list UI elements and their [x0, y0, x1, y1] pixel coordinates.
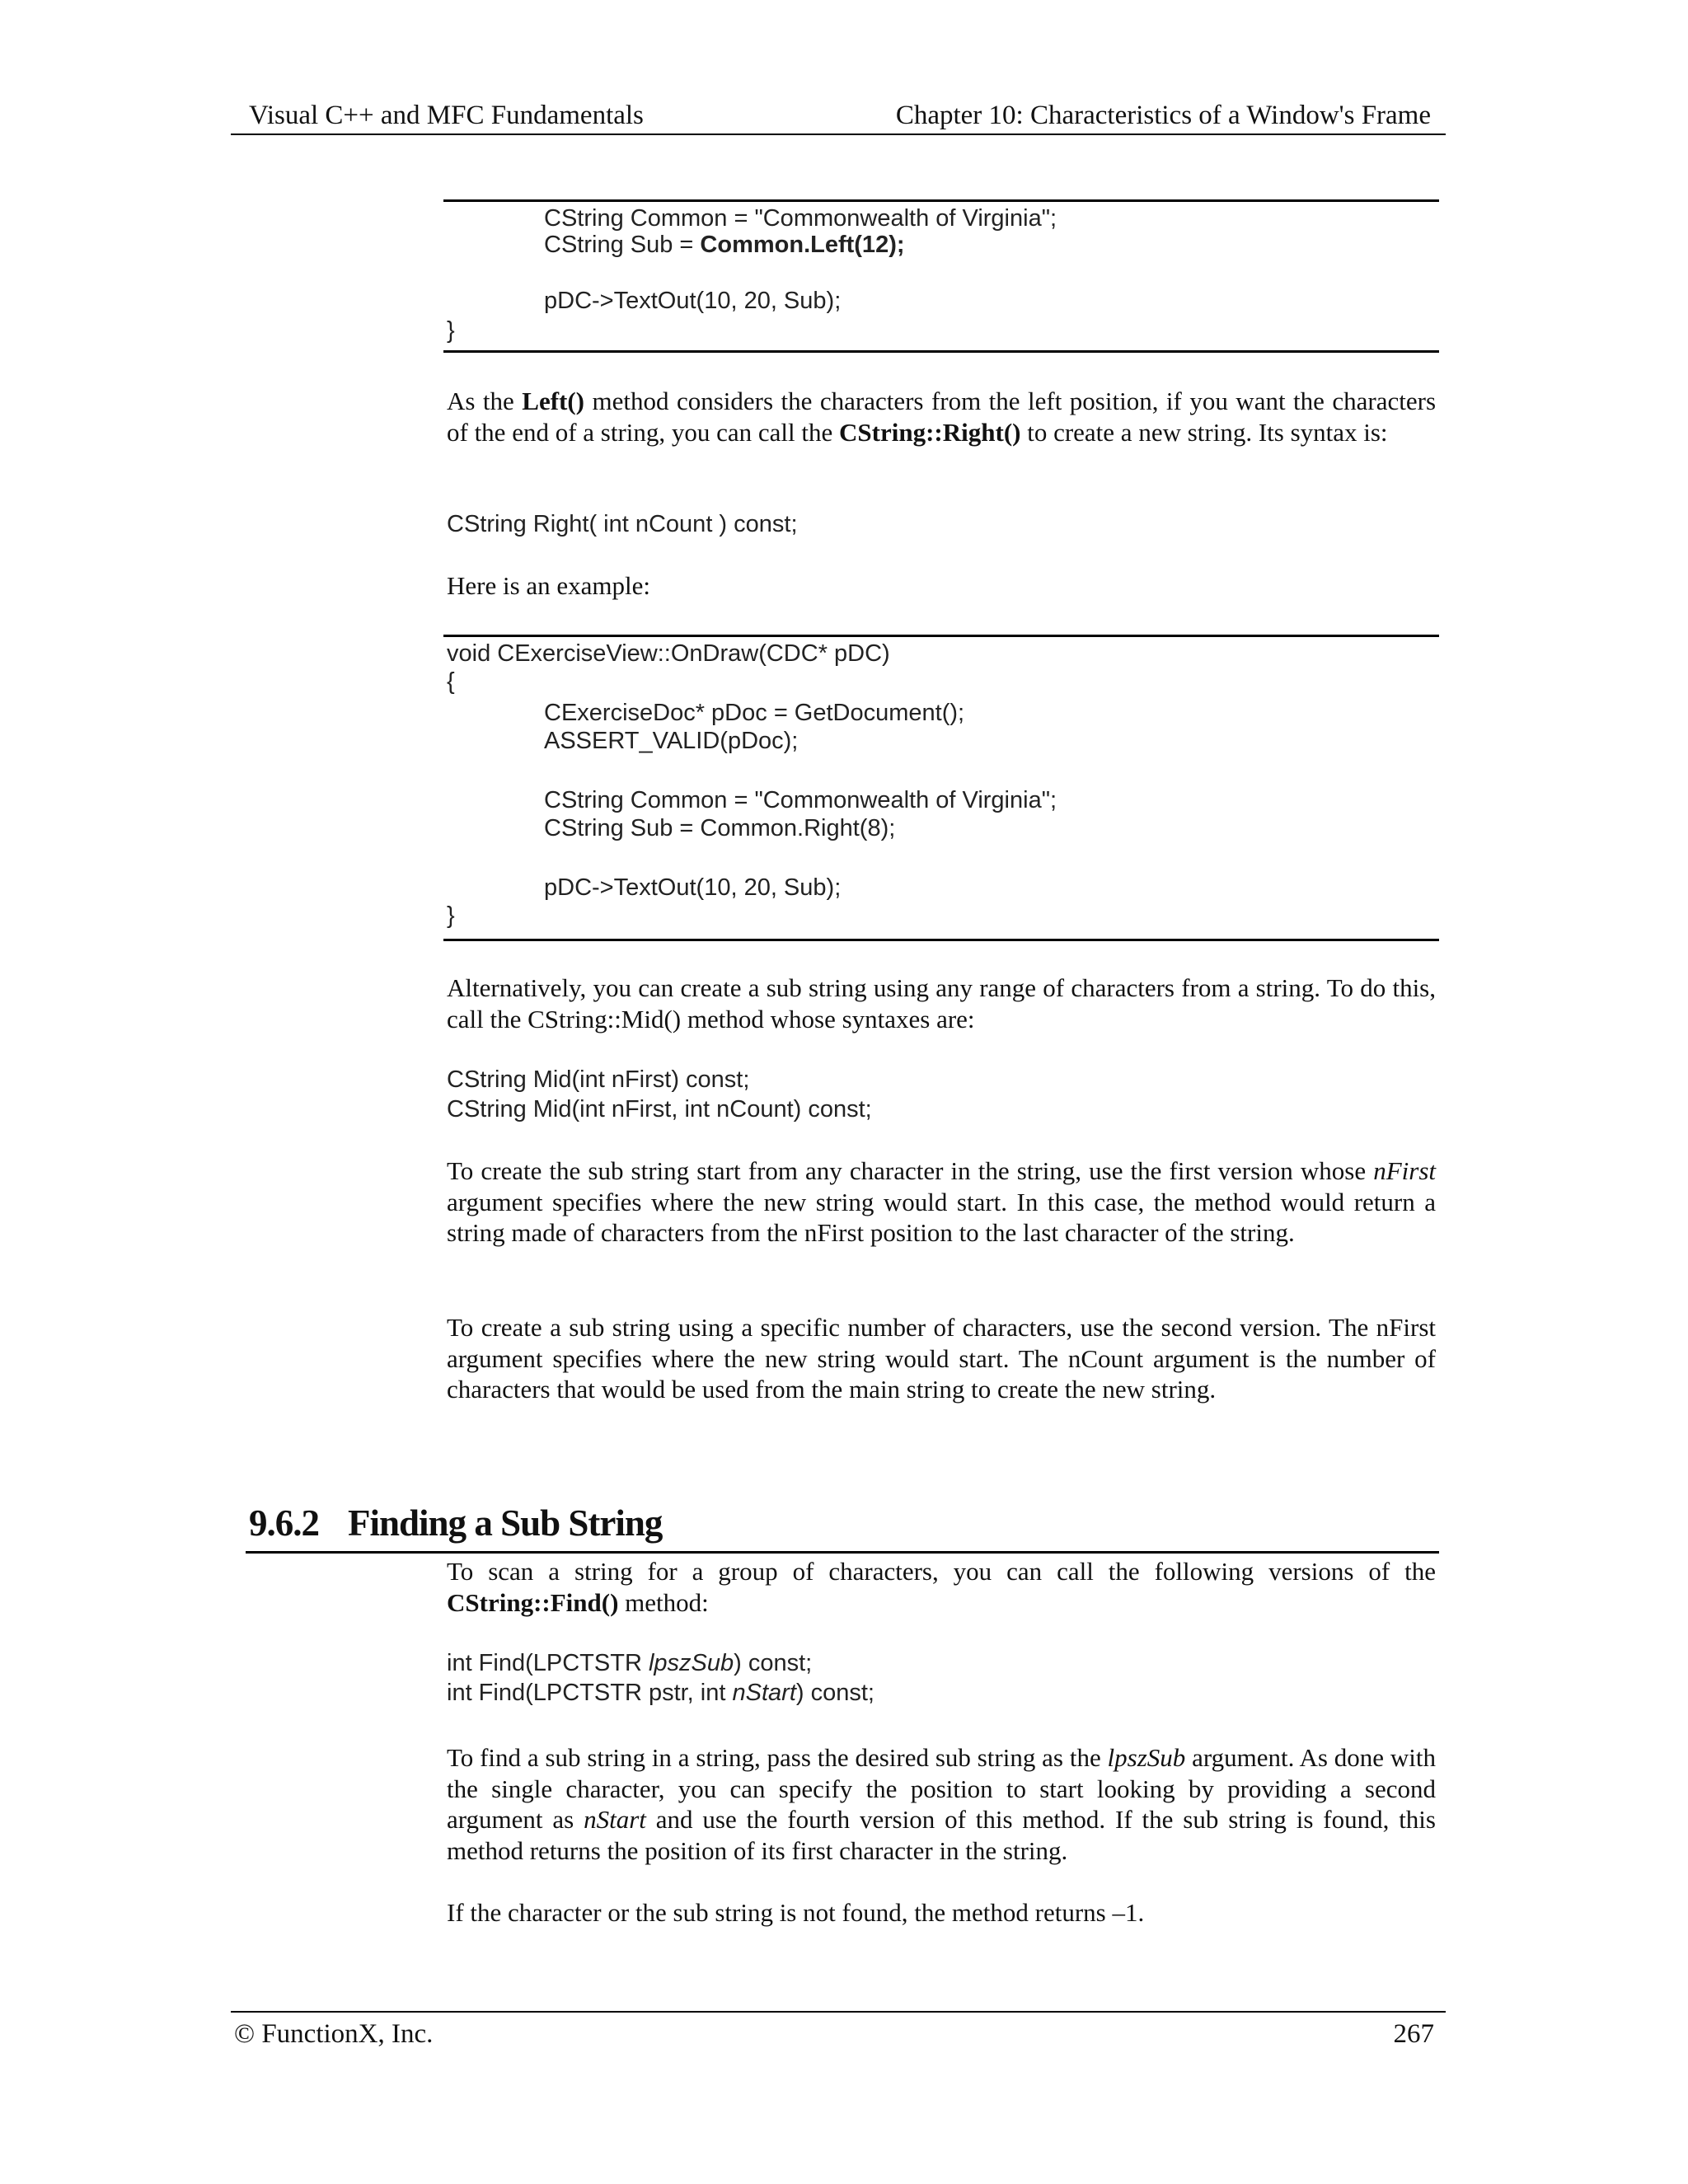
- code-block-left: [443, 199, 1439, 353]
- page-header: [231, 97, 1446, 135]
- code-line: {: [447, 668, 455, 695]
- code-line: pDC->TextOut(10, 20, Sub);: [544, 288, 842, 314]
- section-heading: [246, 1502, 1439, 1554]
- paragraph-right-intro: [447, 386, 1436, 448]
- code-text: CString Sub =: [544, 232, 701, 258]
- bold-text: Left(): [522, 387, 585, 415]
- paragraph-find-details: [447, 1742, 1436, 1866]
- text: ) const;: [795, 1680, 874, 1706]
- text: method considers the characters from the left position, if you want the characters of the end of a string, you can call the: [447, 387, 1437, 447]
- code-line: CString Sub = Common.Right(8);: [544, 815, 896, 841]
- code-line: CExerciseDoc* pDoc = GetDocument();: [544, 700, 965, 726]
- header-chapter-title: Chapter 10: Characteristics of a Window's Frame: [895, 101, 1431, 130]
- code-block-right: [443, 635, 1439, 941]
- text: To scan a string for a group of characters, you can call the following versions of the: [447, 1557, 1436, 1586]
- code-bold-text: Common.Left(12);: [700, 232, 905, 258]
- syntax-mid-2: CString Mid(int nFirst, int nCount) const;: [447, 1096, 872, 1122]
- syntax-mid-1: CString Mid(int nFirst) const;: [447, 1066, 750, 1093]
- footer-copyright: © FunctionX, Inc.: [234, 2019, 434, 2049]
- paragraph-mid-intro: Alternatively, you can create a sub string using any range of characters from a string. To do this, call the CString::Mid() method whose syntaxes are:: [447, 973, 1436, 1033]
- text: method:: [618, 1587, 709, 1617]
- syntax-right: CString Right( int nCount ) const;: [447, 511, 798, 537]
- code-line: }: [447, 317, 455, 344]
- page-footer: [231, 2011, 1446, 2054]
- code-line: CString Common = "Commonwealth of Virginia";: [544, 205, 1057, 232]
- syntax-find-2: [447, 1680, 874, 1707]
- text: to create a new string. Its syntax is:: [1020, 417, 1388, 447]
- text: and use the fourth version of this method. If the sub string is found, this method returns the position of its first character in the string.: [447, 1805, 1436, 1865]
- paragraph-mid-first: [447, 1155, 1436, 1249]
- text: argument. As done with the single character, you can specify the position to start looking by providing a second argument as: [447, 1743, 1437, 1834]
- section-title: Finding a Sub String: [348, 1502, 663, 1544]
- paragraph-find-intro: [447, 1556, 1436, 1618]
- italic-text: nFirst: [1373, 1156, 1436, 1185]
- italic-text: nStart: [584, 1805, 646, 1834]
- code-line: ASSERT_VALID(pDoc);: [544, 728, 799, 754]
- text: To find a sub string in a string, pass the desired sub string as the: [447, 1743, 1108, 1772]
- code-line: CString Common = "Commonwealth of Virginia";: [544, 787, 1057, 813]
- code-line: }: [447, 902, 455, 929]
- bold-text: CString::Right(): [839, 417, 1021, 447]
- paragraph-mid-second: To create a sub string using a specific number of characters, use the second version. The nFirst argument specifies where the new string would start. The nCount argument is the number of characters that would be used from the main string to create the new string.: [447, 1313, 1436, 1404]
- italic-text: lpszSub: [648, 1650, 734, 1676]
- syntax-find-1: [447, 1650, 812, 1677]
- header-book-title: Visual C++ and MFC Fundamentals: [249, 101, 644, 130]
- paragraph-example-intro: Here is an example:: [447, 571, 651, 600]
- italic-text: nStart: [732, 1680, 796, 1706]
- text: argument specifies where the new string would start. In this case, the method would return a string made of characters from the nFirst position to the last character of the string.: [447, 1187, 1436, 1247]
- text: int Find(LPCTSTR: [447, 1650, 649, 1676]
- italic-text: lpszSub: [1107, 1743, 1186, 1772]
- text: int Find(LPCTSTR pstr, int: [447, 1680, 733, 1706]
- bold-text: CString::Find(): [447, 1587, 619, 1617]
- code-line: void CExerciseView::OnDraw(CDC* pDC): [447, 640, 890, 667]
- section-number: 9.6.2: [249, 1502, 319, 1544]
- paragraph-not-found: If the character or the sub string is not found, the method returns –1.: [447, 1898, 1145, 1927]
- code-line: [544, 232, 905, 259]
- text: As the: [447, 387, 523, 415]
- page-number: 267: [1393, 2019, 1434, 2049]
- text: ) const;: [734, 1650, 813, 1676]
- text: To create the sub string start from any character in the string, use the first version whose: [447, 1156, 1374, 1185]
- code-line: pDC->TextOut(10, 20, Sub);: [544, 874, 842, 901]
